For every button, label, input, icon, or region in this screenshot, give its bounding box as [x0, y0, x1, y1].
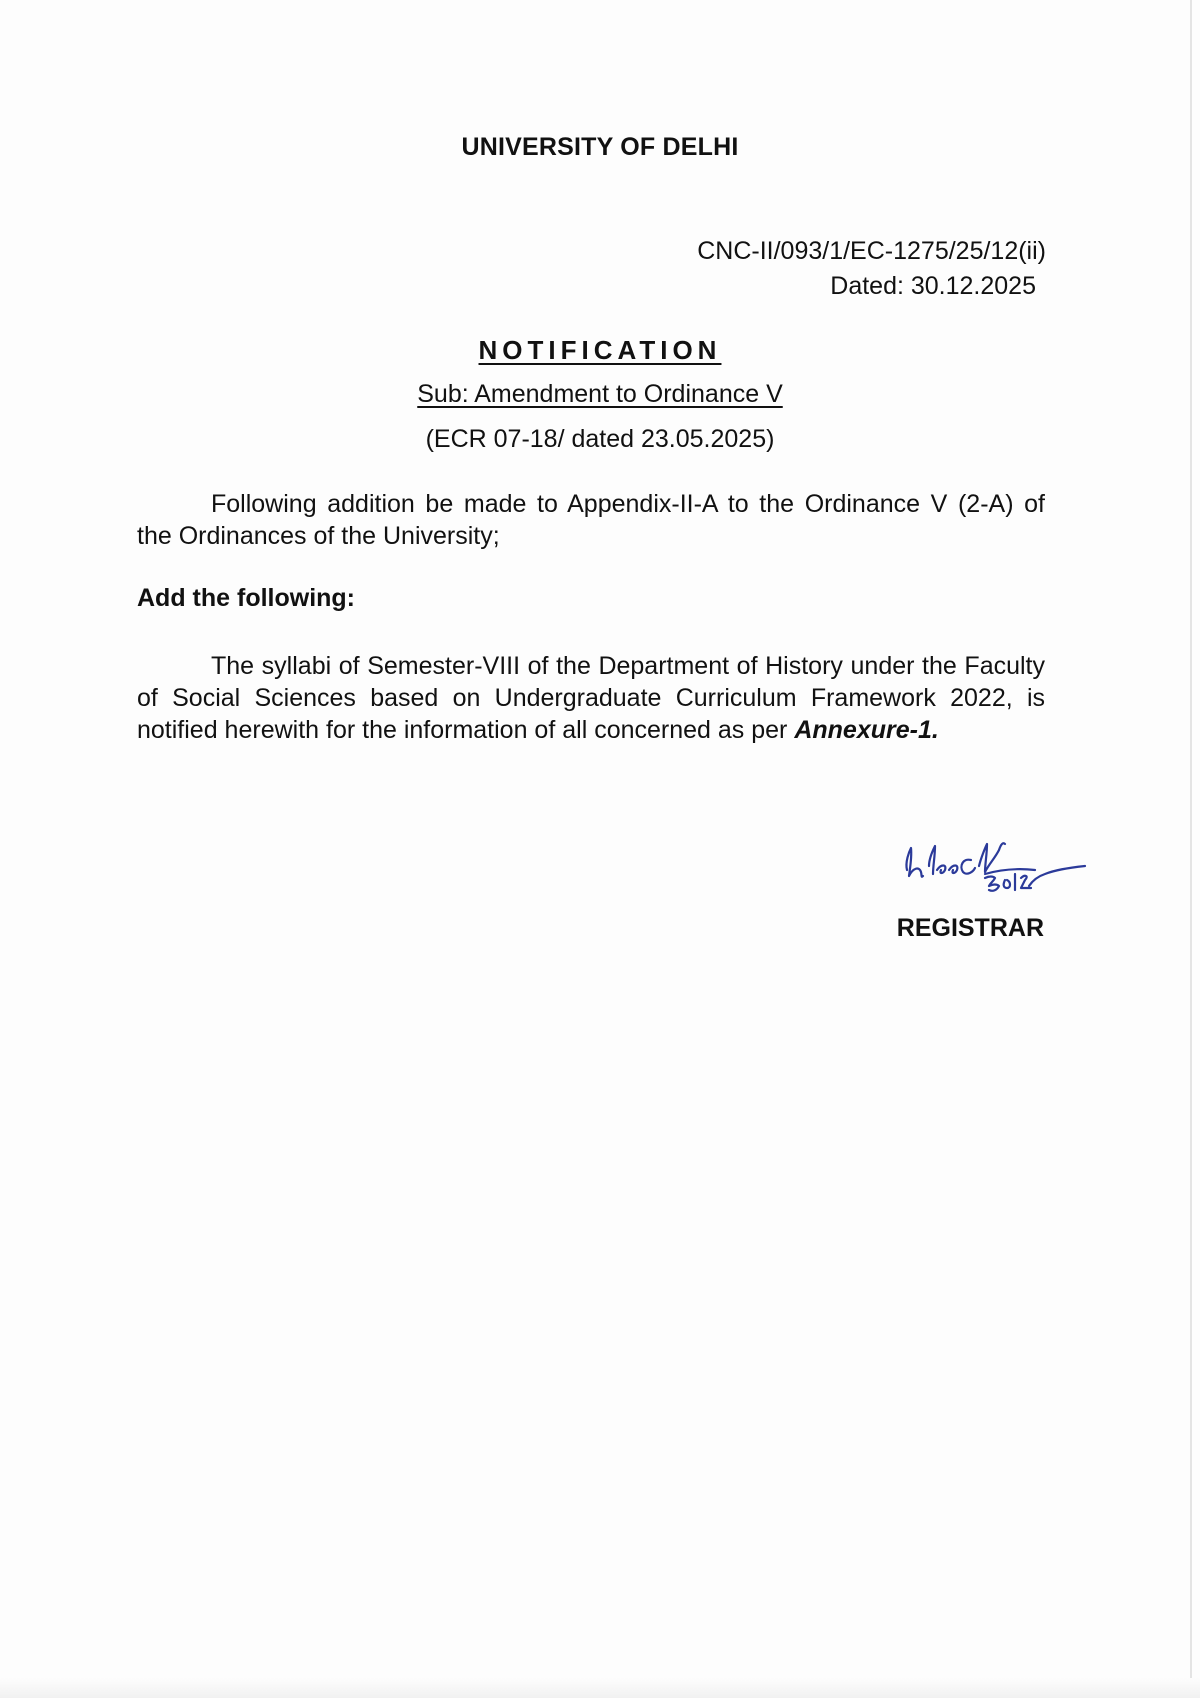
addition-paragraph: Following addition be made to Appendix-II-A to the Ordinance V (2-A) of the Ordinances of the University; [137, 490, 1045, 550]
scan-edge [1190, 0, 1192, 1698]
reference-block [697, 234, 1046, 304]
syllabi-paragraph [137, 650, 1045, 746]
registrar-signature [895, 830, 1095, 910]
syllabi-text: The syllabi of Semester-VIII of the Department of History under the Faculty of Social Sciences based on Undergraduate Curriculum Framework 2022, is notified herewith for the information of all concerned as per [137, 652, 1045, 744]
university-title: UNIVERSITY OF DELHI [461, 133, 739, 161]
scan-bottom-shadow [0, 1678, 1200, 1698]
notification-heading: NOTIFICATION [478, 335, 722, 365]
add-following-heading: Add the following: [137, 584, 356, 612]
reference-number: CNC-II/093/1/EC-1275/25/12(ii) [697, 237, 1046, 265]
annexure-reference: Annexure-1. [794, 716, 939, 744]
registrar-title: REGISTRAR [896, 914, 1044, 942]
notification-date: Dated: 30.12.2025 [830, 272, 1036, 300]
subject-line: Sub: Amendment to Ordinance V [417, 380, 783, 408]
ecr-reference: (ECR 07-18/ dated 23.05.2025) [425, 425, 775, 453]
